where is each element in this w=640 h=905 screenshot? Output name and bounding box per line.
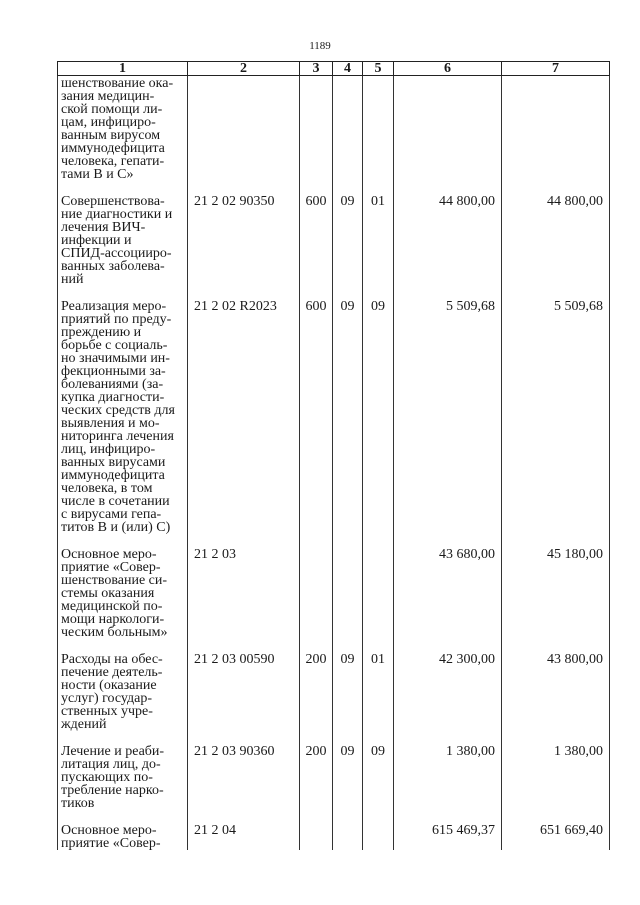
row-name (58, 745, 188, 824)
row-name-line: с вирусами гепа- (61, 507, 162, 522)
row-name-line: стемы оказания (61, 586, 155, 601)
row-name-line: Совершенствова- (61, 194, 165, 209)
row-name-line: литация лиц, до- (61, 757, 161, 772)
row-name-line: ний (61, 272, 84, 287)
row-name-line: медицинской по- (61, 599, 163, 614)
row-amount-year-1 (394, 76, 502, 196)
row-subsection: 01 (363, 653, 394, 745)
column-header-7: 7 (502, 62, 610, 76)
row-name-line: ственных учре- (61, 704, 153, 719)
row-amount-year-2: 45 180,00 (502, 548, 610, 653)
row-name-line: приятие «Совер- (61, 560, 161, 575)
row-section (333, 548, 363, 653)
table-row (58, 300, 610, 548)
row-code: 21 2 03 90360 (188, 745, 300, 824)
row-name-line: Основное меро- (61, 823, 157, 838)
row-name-line: зания медицин- (61, 89, 155, 104)
column-header-3: 3 (300, 62, 333, 76)
row-amount-year-2: 5 509,68 (502, 300, 610, 548)
row-code (188, 76, 300, 196)
table-row (58, 548, 610, 653)
row-name-line: тами В и С» (61, 167, 134, 182)
row-amount-year-1: 1 380,00 (394, 745, 502, 824)
row-expense-type: 200 (300, 745, 333, 824)
row-name-line: лиц, инфициро- (61, 442, 156, 457)
row-code: 21 2 03 (188, 548, 300, 653)
row-name-line: печение деятель- (61, 665, 163, 680)
row-name-line: ческих средств для (61, 403, 175, 418)
row-expense-type (300, 824, 333, 850)
row-section (333, 824, 363, 850)
row-amount-year-2: 44 800,00 (502, 195, 610, 300)
row-name-line: ниторинга лечения (61, 429, 174, 444)
page-number: 1189 (309, 40, 331, 52)
row-expense-type (300, 548, 333, 653)
row-name (58, 548, 188, 653)
row-section: 09 (333, 745, 363, 824)
row-name-line: борьбе с социаль- (61, 338, 168, 353)
row-name (58, 824, 188, 850)
row-name-line: приятие «Совер- (61, 836, 161, 851)
table-row (58, 824, 610, 850)
row-expense-type (300, 76, 333, 196)
row-subsection: 09 (363, 300, 394, 548)
row-section: 09 (333, 653, 363, 745)
row-amount-year-2 (502, 76, 610, 196)
table-header-row (58, 62, 610, 76)
row-name-line: человека, в том (61, 481, 153, 496)
row-name-line: но значимыми ин- (61, 351, 170, 366)
row-name-line: тиков (61, 796, 95, 811)
row-name-line: ской помощи ли- (61, 102, 163, 117)
row-amount-year-1: 42 300,00 (394, 653, 502, 745)
row-amount-year-1: 5 509,68 (394, 300, 502, 548)
row-name-line: Расходы на обес- (61, 652, 163, 667)
column-header-1: 1 (58, 62, 188, 76)
table-row (58, 653, 610, 745)
row-name-line: купка диагности- (61, 390, 165, 405)
row-name (58, 653, 188, 745)
row-amount-year-2: 43 800,00 (502, 653, 610, 745)
row-name-line: иммунодефицита (61, 141, 165, 156)
row-name-line: услуг) государ- (61, 691, 152, 706)
row-name-line: мощи наркологи- (61, 612, 165, 627)
table-row (58, 745, 610, 824)
row-name-line: ческим больным» (61, 625, 168, 640)
row-subsection: 01 (363, 195, 394, 300)
row-name-line: инфекции и (61, 233, 132, 248)
row-section: 09 (333, 300, 363, 548)
row-name-line: числе в сочетании (61, 494, 170, 509)
row-name (58, 76, 188, 196)
row-amount-year-2: 651 669,40 (502, 824, 610, 850)
budget-table (57, 61, 610, 850)
row-section (333, 76, 363, 196)
row-subsection (363, 824, 394, 850)
row-expense-type: 600 (300, 195, 333, 300)
row-name-line: шенствование си- (61, 573, 168, 588)
column-header-4: 4 (333, 62, 363, 76)
row-code: 21 2 02 90350 (188, 195, 300, 300)
row-name-line: выявления и мо- (61, 416, 160, 431)
row-amount-year-1: 43 680,00 (394, 548, 502, 653)
row-name-line: преждению и (61, 325, 142, 340)
row-expense-type: 200 (300, 653, 333, 745)
row-name-line: пускающих по- (61, 770, 153, 785)
row-section: 09 (333, 195, 363, 300)
row-name-line: требление нарко- (61, 783, 164, 798)
row-name-line: титов В и (или) С) (61, 520, 171, 535)
row-amount-year-1: 615 469,37 (394, 824, 502, 850)
table-row (58, 76, 610, 196)
row-name-line: приятий по преду- (61, 312, 172, 327)
column-header-6: 6 (394, 62, 502, 76)
row-name-line: Основное меро- (61, 547, 157, 562)
row-name-line: ждений (61, 717, 107, 732)
row-name-line: цам, инфициро- (61, 115, 156, 130)
row-subsection (363, 76, 394, 196)
row-name-line: ванным вирусом (61, 128, 161, 143)
column-header-2: 2 (188, 62, 300, 76)
row-subsection: 09 (363, 745, 394, 824)
row-name-line: Лечение и реаби- (61, 744, 165, 759)
row-amount-year-2: 1 380,00 (502, 745, 610, 824)
row-name-line: болеваниями (за- (61, 377, 164, 392)
row-name-line: шенствование ока- (61, 76, 174, 91)
row-code: 21 2 03 00590 (188, 653, 300, 745)
table-row (58, 195, 610, 300)
row-name-line: ванных заболева- (61, 259, 165, 274)
row-name-line: лечения ВИЧ- (61, 220, 146, 235)
row-subsection (363, 548, 394, 653)
row-name (58, 300, 188, 548)
row-expense-type: 600 (300, 300, 333, 548)
row-name-line: Реализация меро- (61, 299, 167, 314)
row-name-line: иммунодефицита (61, 468, 165, 483)
row-name-line: ние диагностики и (61, 207, 173, 222)
row-name-line: ванных вирусами (61, 455, 166, 470)
row-name-line: фекционными за- (61, 364, 166, 379)
row-code: 21 2 02 R2023 (188, 300, 300, 548)
row-code: 21 2 04 (188, 824, 300, 850)
row-amount-year-1: 44 800,00 (394, 195, 502, 300)
row-name-line: человека, гепати- (61, 154, 165, 169)
row-name (58, 195, 188, 300)
row-name-line: ности (оказание (61, 678, 157, 693)
column-header-5: 5 (363, 62, 394, 76)
row-name-line: СПИД-ассоцииро- (61, 246, 172, 261)
